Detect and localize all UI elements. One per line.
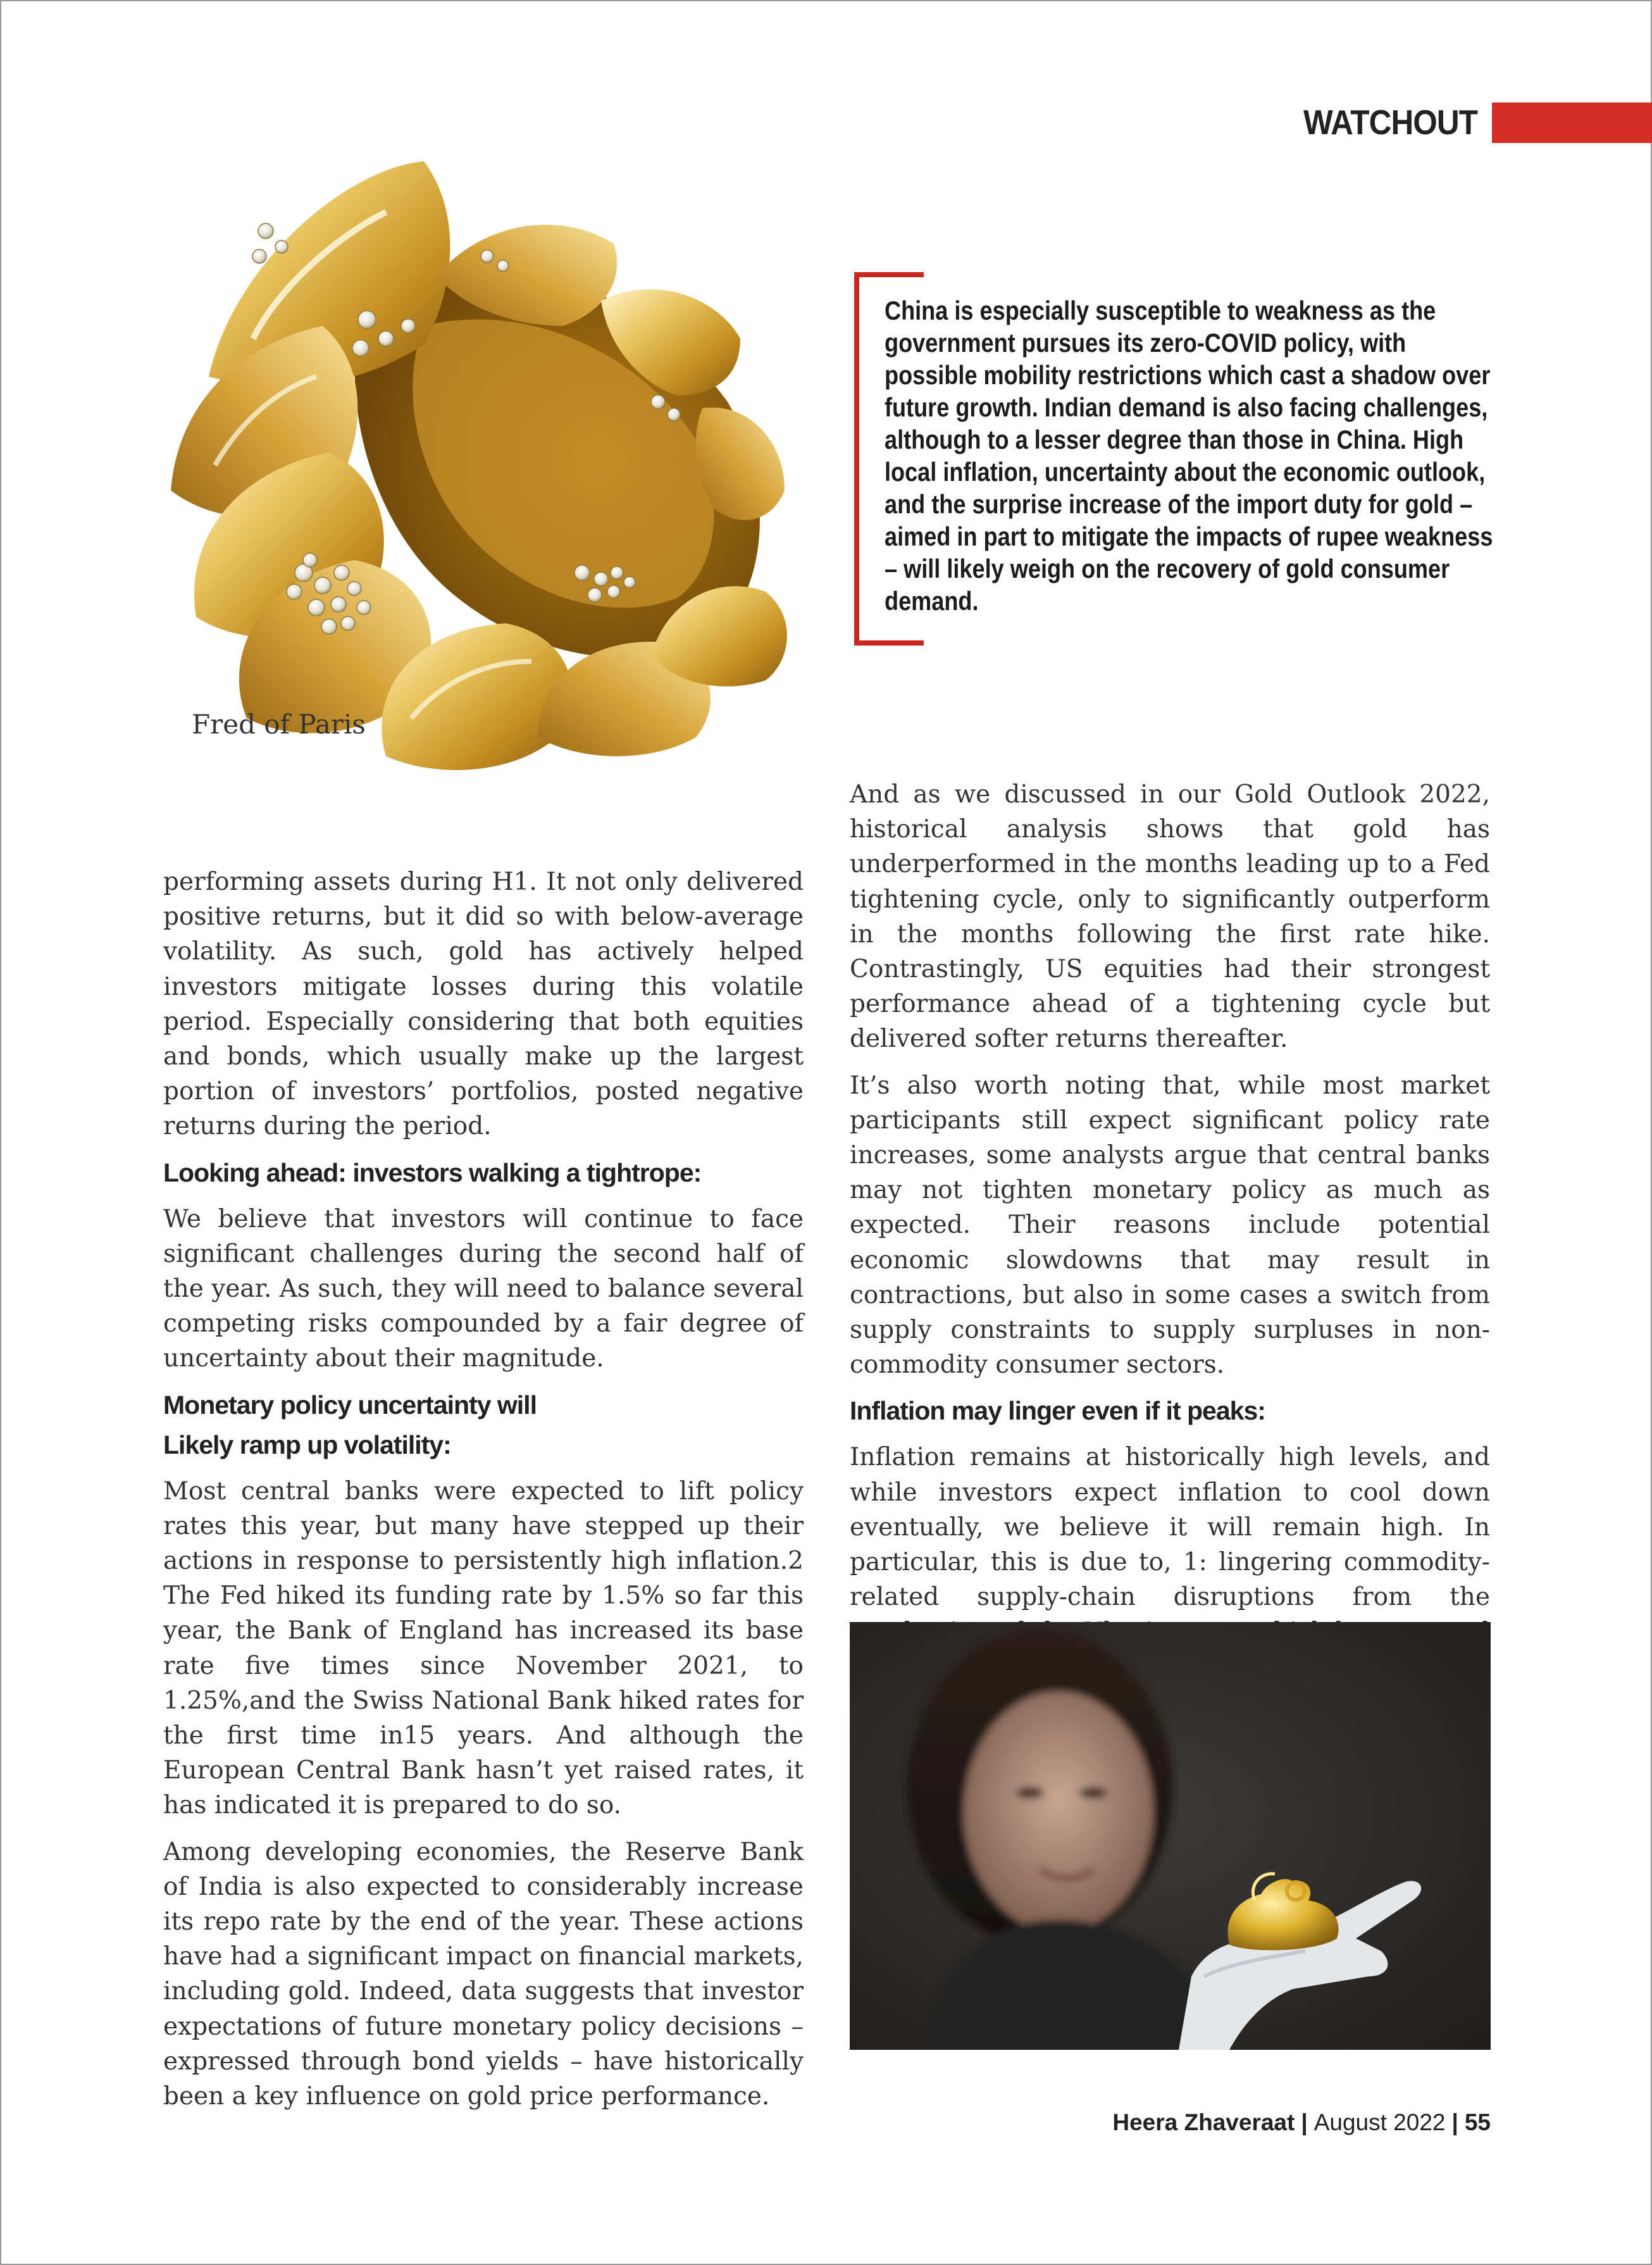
gold-ring-photo — [158, 136, 816, 782]
right-paragraph-3: Inflation remains at historically high levels, and while investors expect inflation to cool down eventually, we believe it will remain high. In particular, this is due to, 1: lingering commodity-related supply-chain disruptions from the — [850, 1443, 1490, 1612]
footer-separator-1: | — [1301, 2109, 1308, 2135]
pull-quote-text: China is especially susceptible to weakness as the government pursues its zero-COVID policy, with possible mobility restrictions which cast a shadow over future growth. Indian demand is also facing challenges, although to a lesser degree than those in China. High local inflation, uncertainty about the economic outlook, and the surprise increase of the import duty for gold – aimed in part to mitigate the impacts of rupee weakness – will likely weigh on the recovery of gold consumer demand. — [885, 296, 1493, 616]
subheading-monetary-policy-line2: Likely ramp up volatility: — [163, 1430, 451, 1459]
photo-caption: Fred of Paris — [192, 709, 366, 740]
right-paragraph-1: And as we discussed in our Gold Outlook 2022, historical analysis shows that gold has underperformed in the months leading up to a Fed tightening cycle, only to significantly outperform in the months following the first rate hike. Contrastingly, US equities had their strongest performance ahead of a tightening cycle but delivered softer returns thereafter. — [850, 780, 1490, 1054]
page-number: 55 — [1464, 2109, 1491, 2135]
subheading-inflation: Inflation may linger even if it peaks: — [850, 1396, 1265, 1426]
right-column — [850, 777, 1490, 1696]
page-footer — [1076, 2109, 1491, 2136]
left-column — [163, 864, 804, 2125]
woman-with-gold-figurine-photo — [850, 1622, 1491, 2050]
footer-separator-2: | — [1451, 2109, 1458, 2135]
publication-name: Heera Zhaveraat — [1112, 2109, 1295, 2135]
right-paragraph-2: It’s also worth noting that, while most market participants still expect significant policy rate increases, some analysts argue that central banks may not tighten monetary policy as much as expected. Their reasons include potential economic slowdowns that may result in contractions, but also in some cases a switch from supply constraints to supply surpluses in non-commodity consumer sectors. — [850, 1071, 1490, 1380]
left-paragraph-1: performing assets during H1. It not only delivered positive returns, but it did so with below-average volatility. As such, gold has actively helped investors mitigate losses during this volatile period. Especially considering that both equities and bonds, which usually make up the largest portion of investors’ portfolios, posted negative returns during the period. — [163, 868, 804, 1141]
left-paragraph-3: Most central banks were expected to lift policy rates this year, but many have stepped up their actions in response to persistently high inflation.2 The Fed hiked its funding rate by 1.5% so far this year, the Bank of England has increased its base rate five times since November 2021, to 1.25%,and the Swiss National Bank hiked rates for the first time in15 years. And although the European Central Bank hasn’t yet raised rates, it has indicated it is prepared to do so. — [163, 1476, 804, 1820]
left-paragraph-2: We believe that investors will continue to face significant challenges during the second half of the year. As such, they will need to balance several competing risks compounded by a fair degree of uncertainty about their magnitude. — [163, 1204, 804, 1373]
issue-date: August 2022 — [1314, 2109, 1446, 2135]
section-accent-bar — [1492, 103, 1652, 143]
pull-quote — [885, 294, 1497, 617]
subheading-monetary-policy-line1: Monetary policy uncertainty will — [163, 1390, 537, 1420]
subheading-looking-ahead: Looking ahead: investors walking a tightrope: — [163, 1157, 702, 1187]
section-title: WATCHOUT — [1303, 103, 1478, 142]
left-paragraph-4: Among developing economies, the Reserve Bank of India is also expected to considerably increase its repo rate by the end of the year. These actions have had a significant impact on financial markets, including gold. Indeed, data suggests that investor expectations of future monetary policy decisions –expressed through bond yields – have historically been a key influence on gold price performance. — [163, 1837, 804, 2111]
